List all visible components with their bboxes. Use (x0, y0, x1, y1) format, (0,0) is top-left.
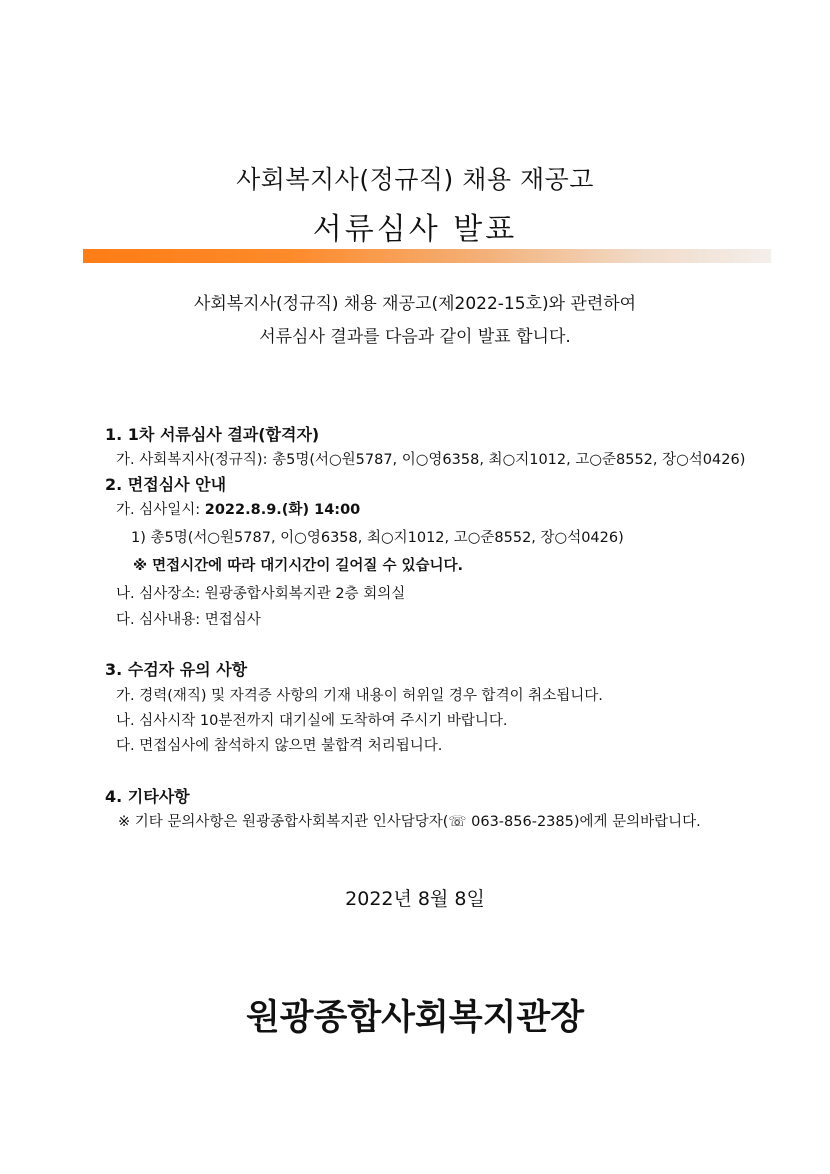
section-3-item-b: 나. 심사시작 10분전까지 대기실에 도착하여 주시기 바랍니다. (116, 713, 508, 729)
document-subtitle: 서류심사 발표 (312, 212, 518, 247)
section-2-note: ※ 면접시간에 따라 대기시간이 길어질 수 있습니다. (133, 558, 464, 574)
interview-datetime-label: 가. 심사일시: (116, 502, 205, 518)
section-1-item-a: 가. 사회복지사(정규직): 총5명(서○원5787, 이○영6358, 최○지1012, 고○준8552, 장○석0426) (116, 452, 746, 468)
interview-datetime-value: 2022.8.9.(화) 14:00 (204, 502, 361, 518)
section-2-heading: 2. 면접심사 안내 (105, 475, 227, 494)
section-2-item-b: 나. 심사장소: 원광종합사회복지관 2층 회의실 (116, 586, 406, 602)
signer-name: 원광종합사회복지관장 (245, 998, 585, 1038)
announcement-date: 2022년 8월 8일 (345, 888, 485, 910)
section-3-item-a: 가. 경력(재직) 및 자격증 사항의 기재 내용이 허위일 경우 합격이 취소됩니다. (116, 688, 603, 704)
section-2-item-a (116, 498, 360, 519)
section-4-note: ※ 기타 문의사항은 원광종합사회복지관 인사담당자(☏ 063-856-2385)에게 문의바랍니다. (118, 814, 701, 830)
section-2-item-a-sub: 1) 총5명(서○원5787, 이○영6358, 최○지1012, 고○준8552, 장○석0426) (131, 530, 624, 546)
document-title: 사회복지사(정규직) 채용 재공고 (236, 165, 594, 194)
section-3-heading: 3. 수검자 유의 사항 (105, 660, 248, 679)
section-1-heading: 1. 1차 서류심사 결과(합격자) (105, 425, 320, 444)
title-divider-bar (83, 249, 771, 263)
intro-line-2: 서류심사 결과를 다음과 같이 발표 합니다. (259, 327, 571, 347)
section-3-item-c: 다. 면접심사에 참석하지 않으면 불합격 처리됩니다. (116, 738, 443, 754)
section-2-item-c: 다. 심사내용: 면접심사 (116, 612, 261, 628)
intro-line-1: 사회복지사(정규직) 채용 재공고(제2022-15호)와 관련하여 (193, 294, 637, 314)
section-4-heading: 4. 기타사항 (105, 787, 190, 806)
